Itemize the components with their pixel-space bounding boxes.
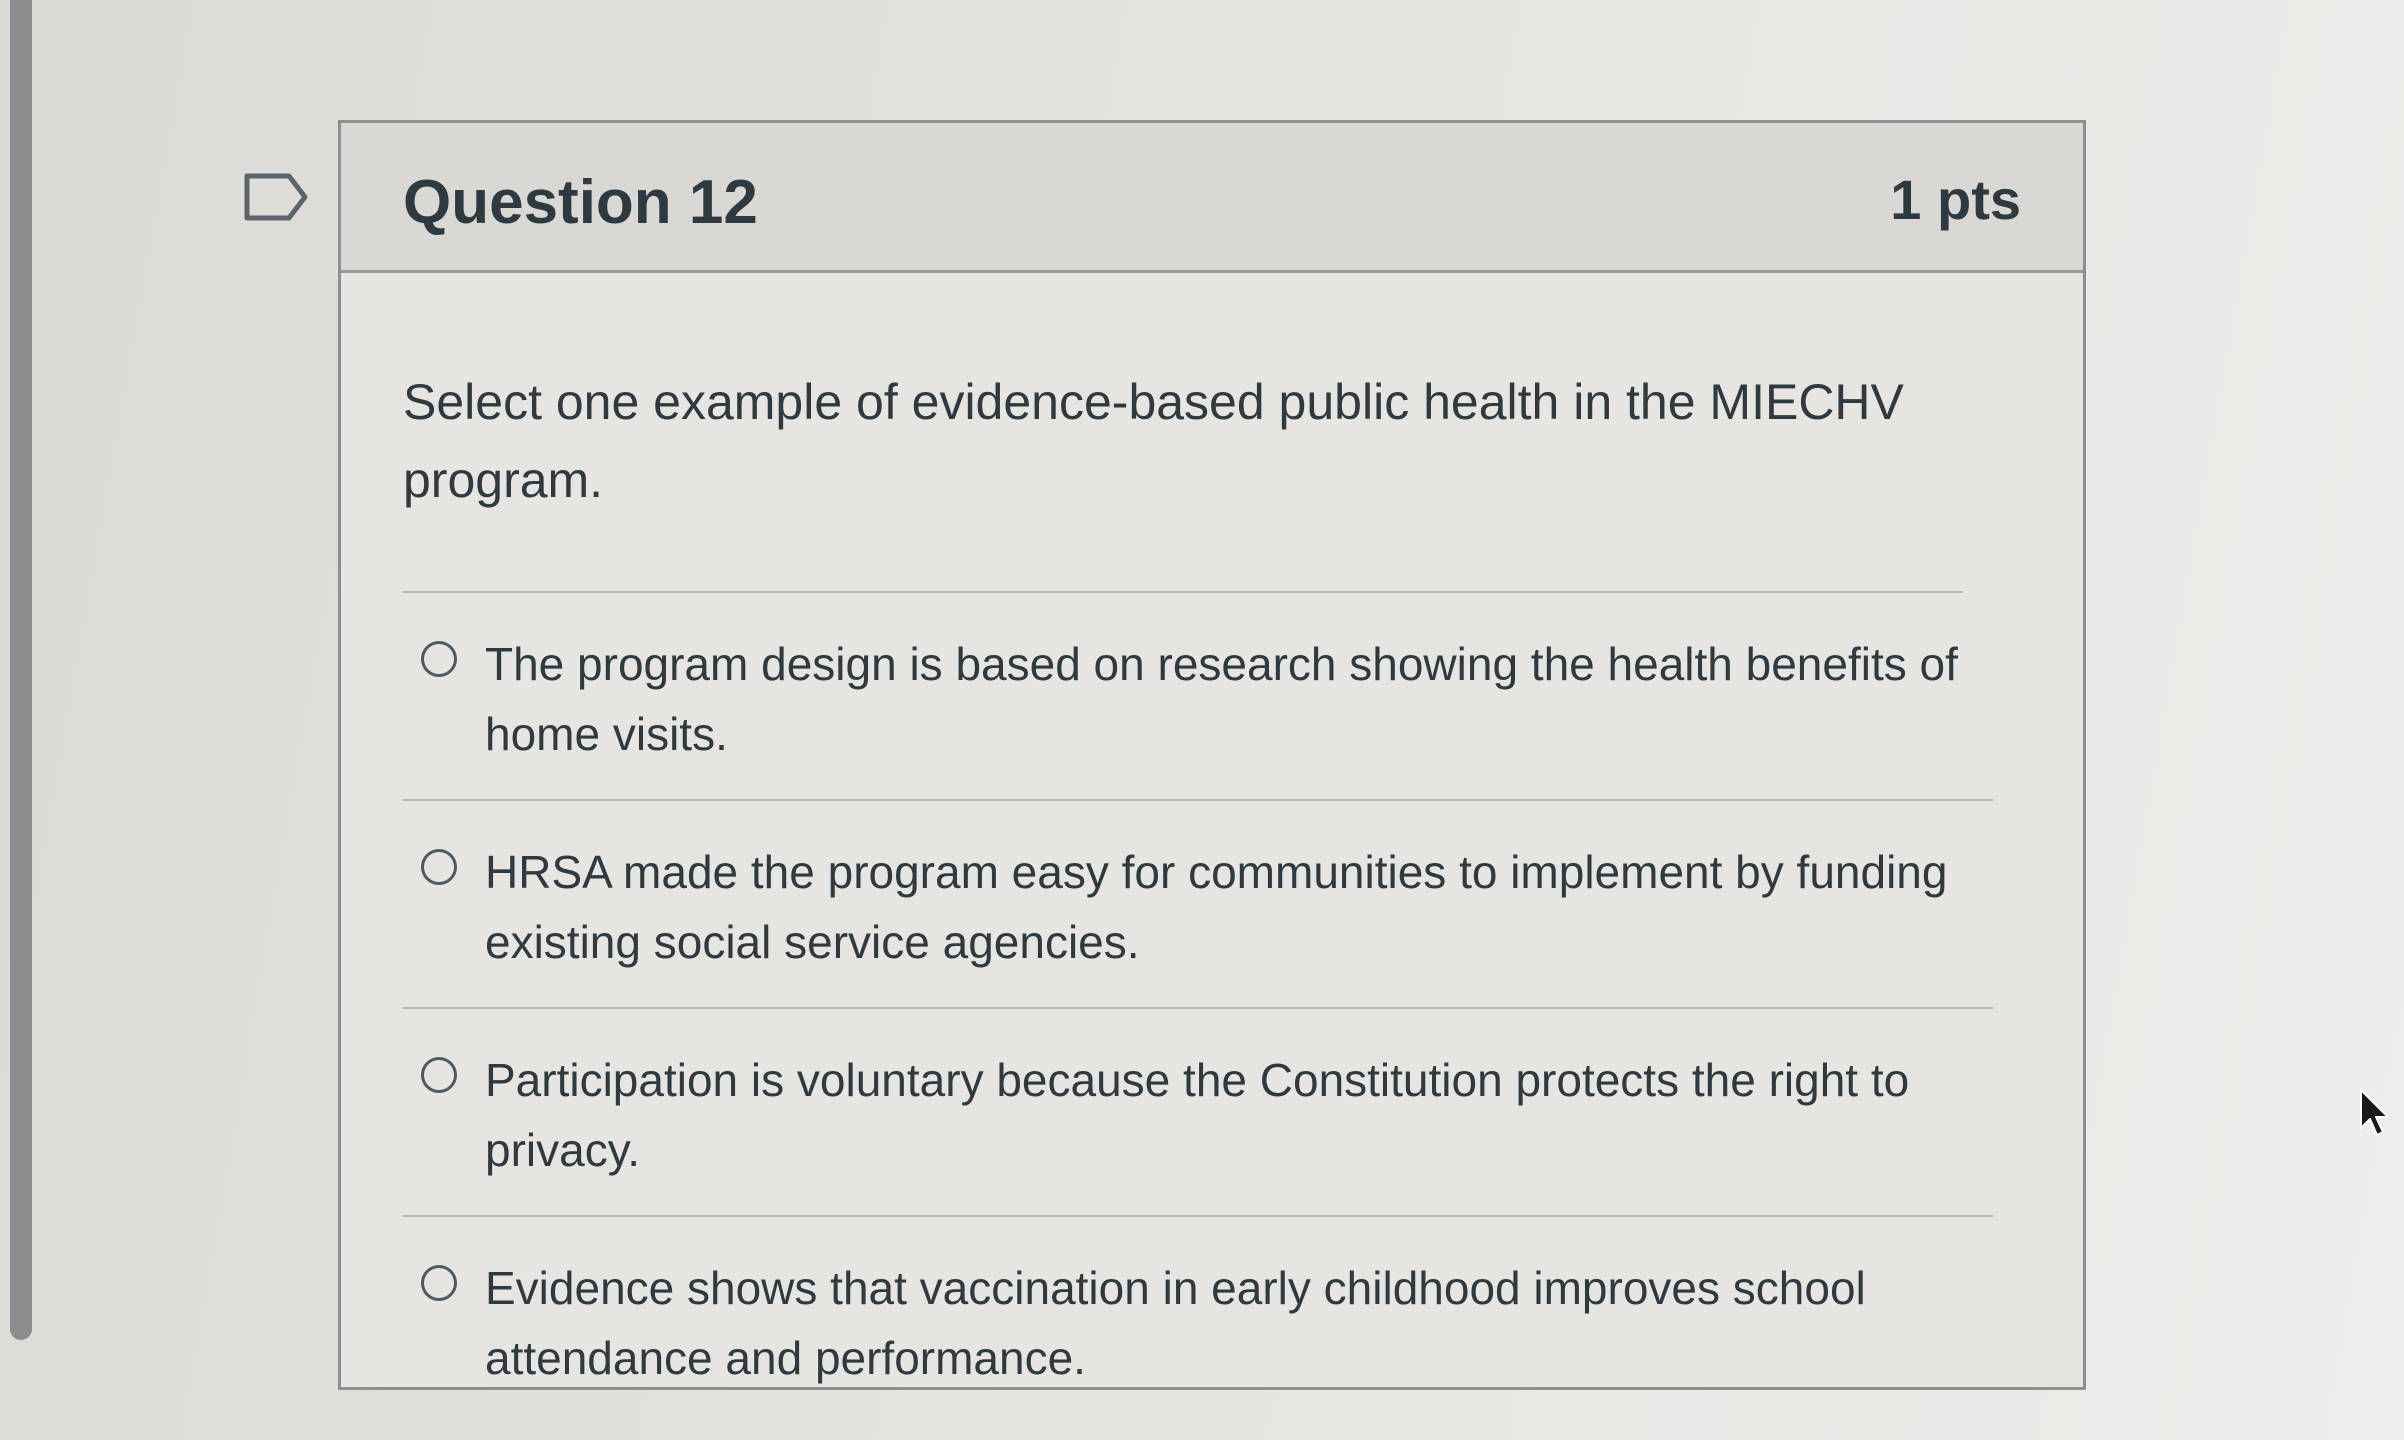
answer-option-1[interactable] xyxy=(403,593,1993,801)
question-title: Question 12 xyxy=(403,168,758,237)
flag-question-icon[interactable] xyxy=(243,172,309,222)
question-header xyxy=(341,123,2083,273)
radio-button[interactable] xyxy=(421,849,457,885)
answer-option-2[interactable] xyxy=(403,801,1993,1009)
answer-option-3[interactable] xyxy=(403,1009,1993,1217)
radio-button[interactable] xyxy=(421,1057,457,1093)
answer-label[interactable]: Participation is voluntary because the Constitution protects the right to privacy. xyxy=(485,1054,1910,1176)
radio-button[interactable] xyxy=(421,1265,457,1301)
radio-button[interactable] xyxy=(421,641,457,677)
question-points: 1 pts xyxy=(1890,168,2021,231)
answer-list xyxy=(403,593,2021,1423)
answer-label[interactable]: Evidence shows that vaccination in early childhood improves school attendance and performance. xyxy=(485,1262,1866,1384)
answer-option-4[interactable] xyxy=(403,1217,1993,1423)
mouse-pointer-icon xyxy=(2358,1088,2392,1140)
answer-label[interactable]: The program design is based on research showing the health benefits of home visits. xyxy=(485,638,1958,760)
page-scrollbar[interactable] xyxy=(10,0,32,1340)
question-card xyxy=(338,120,2086,1390)
answer-label[interactable]: HRSA made the program easy for communities to implement by funding existing social service agencies. xyxy=(485,846,1948,968)
question-text: Select one example of evidence-based public health in the MIECHV program. xyxy=(403,363,1963,593)
question-body xyxy=(341,363,2083,1423)
